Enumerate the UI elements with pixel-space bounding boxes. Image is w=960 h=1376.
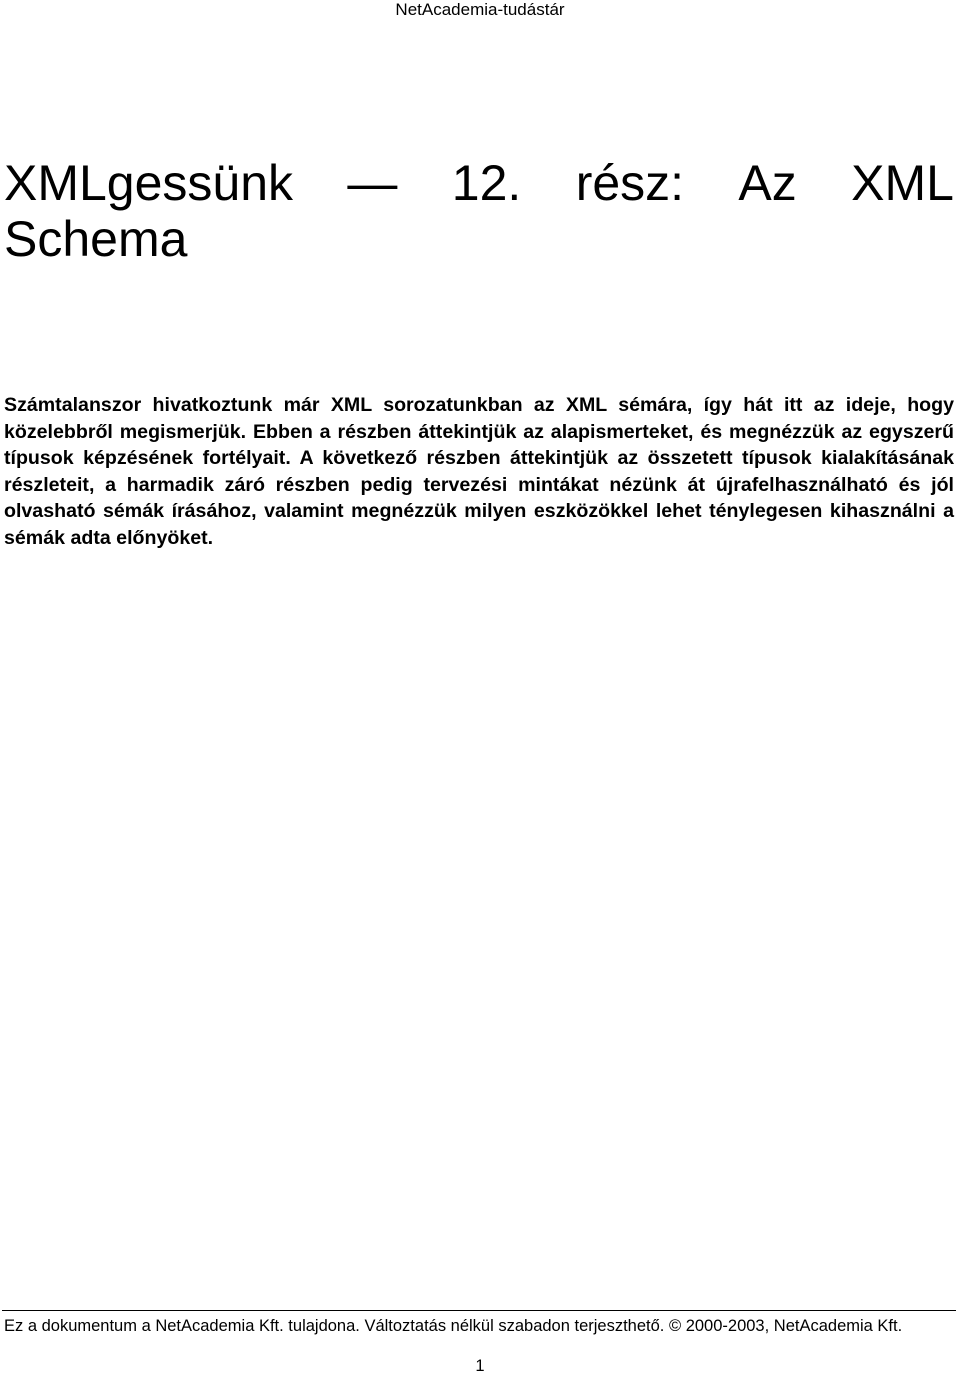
title-word: 12. (451, 155, 522, 211)
footer-divider (2, 1310, 956, 1311)
title-word: XML (851, 155, 954, 211)
page-number: 1 (475, 1357, 485, 1375)
page-header (0, 0, 960, 20)
header-text: NetAcademia-tudástár (395, 0, 565, 19)
title-word: XMLgessünk (4, 155, 294, 211)
title-dash: — (347, 155, 398, 211)
title-line-1 (4, 155, 954, 211)
title-word: Az (738, 155, 797, 211)
footer-copyright: Ez a dokumentum a NetAcademia Kft. tulajdona. Változtatás nélkül szabadon terjeszthető. © 2000-2003, NetAcademia Kft. (4, 1317, 903, 1335)
intro-paragraph: Számtalanszor hivatkoztunk már XML sorozatunkban az XML sémára, így hát itt az ideje, hogy közelebbről megismerjük. Ebben a részben áttekintjük az alapismerteket, és megnézzük az egyszerű típusok képzésének fortélyait. A következő részben áttekintjük az összetett típusok kialakításának részleteit, a harmadik záró részben pedig tervezési mintákat nézünk át újrafelhasználható és jól olvasható sémák írásához, valamint megnézzük milyen eszközökkel lehet ténylegesen kihasználni a sémák adta előnyöket. (4, 394, 954, 549)
title-word: rész: (575, 155, 685, 211)
document-title (4, 155, 954, 267)
title-line-2: Schema (4, 211, 188, 267)
